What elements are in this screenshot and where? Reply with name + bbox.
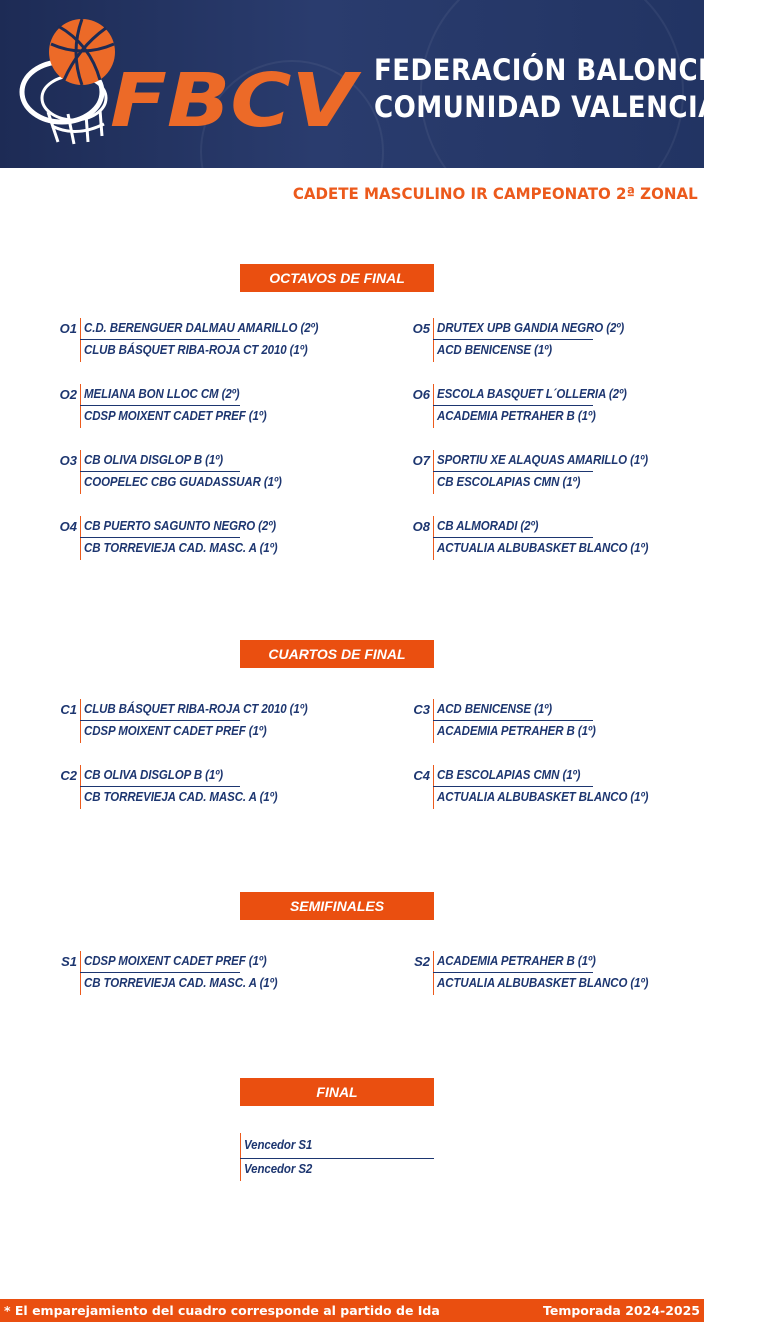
- match-o1: [57, 318, 377, 362]
- match-code: O8: [412, 519, 430, 534]
- team-home: ACADEMIA PETRAHER B (1º): [437, 954, 596, 968]
- match-c2: [57, 765, 377, 809]
- match-code: C1: [60, 702, 77, 717]
- header-banner: [0, 0, 776, 168]
- team-away: COOPELEC CBG GUADASSUAR (1º): [84, 475, 282, 489]
- team-home: SPORTIU XE ALAQUAS AMARILLO (1º): [437, 453, 649, 467]
- bracket-divider: [80, 972, 240, 973]
- team-home: CB OLIVA DISGLOP B (1º): [84, 453, 224, 467]
- bracket-divider: [240, 1158, 434, 1159]
- match-code: S1: [61, 954, 77, 969]
- team-home: CB ESCOLAPIAS CMN (1º): [437, 768, 581, 782]
- team-home: MELIANA BON LLOC CM (2º): [84, 387, 240, 401]
- match-o4: [57, 516, 377, 560]
- team-home: CDSP MOIXENT CADET PREF (1º): [84, 954, 267, 968]
- team-home: DRUTEX UPB GANDIA NEGRO (2º): [437, 321, 625, 335]
- team-away: ACTUALIA ALBUBASKET BLANCO (1º): [437, 790, 649, 804]
- bracket-line: [433, 516, 434, 560]
- team-home: CB ALMORADI (2º): [437, 519, 539, 533]
- bracket-line: [433, 765, 434, 809]
- team-home: CLUB BÁSQUET RIBA-ROJA CT 2010 (1º): [84, 702, 308, 716]
- match-s1: [57, 951, 377, 995]
- bracket-line: [240, 1133, 241, 1181]
- bracket-line: [433, 318, 434, 362]
- match-o7: [410, 450, 730, 494]
- bracket-divider: [433, 786, 593, 787]
- team-home: CB PUERTO SAGUNTO NEGRO (2º): [84, 519, 277, 533]
- team-home: ACD BENICENSE (1º): [437, 702, 553, 716]
- round-title-semis: SEMIFINALES: [240, 892, 434, 920]
- footer-bar: [0, 1299, 704, 1322]
- match-code: O2: [59, 387, 77, 402]
- bracket-divider: [80, 405, 240, 406]
- bracket-line: [80, 699, 81, 743]
- federation-line-1: FEDERACIÓN BALONCESTO: [374, 53, 776, 87]
- team-away: CLUB BÁSQUET RIBA-ROJA CT 2010 (1º): [84, 343, 308, 357]
- bracket-line: [80, 516, 81, 560]
- logo-text: FBCV: [110, 58, 363, 144]
- fbcv-logo-icon: [18, 14, 363, 154]
- team-home: ESCOLA BASQUET L´OLLERIA (2º): [437, 387, 627, 401]
- team-away: ACADEMIA PETRAHER B (1º): [437, 409, 596, 423]
- bracket-line: [80, 450, 81, 494]
- team-away: CB ESCOLAPIAS CMN (1º): [437, 475, 581, 489]
- match-code: C2: [60, 768, 77, 783]
- team-away: CDSP MOIXENT CADET PREF (1º): [84, 724, 267, 738]
- bracket-line: [433, 699, 434, 743]
- bracket-divider: [80, 720, 240, 721]
- team-away: CDSP MOIXENT CADET PREF (1º): [84, 409, 267, 423]
- bracket-line: [80, 765, 81, 809]
- match-o3: [57, 450, 377, 494]
- season-label: Temporada 2024-2025: [542, 1303, 700, 1318]
- round-title-octavos: OCTAVOS DE FINAL: [240, 264, 434, 292]
- bracket-line: [80, 318, 81, 362]
- match-code: C3: [413, 702, 430, 717]
- bracket-divider: [80, 786, 240, 787]
- competition-title: CADETE MASCULINO IR CAMPEONATO 2ª ZONAL: [293, 184, 698, 203]
- team-home: CB OLIVA DISGLOP B (1º): [84, 768, 224, 782]
- bracket-line: [433, 951, 434, 995]
- bracket-divider: [433, 339, 593, 340]
- team-away: Vencedor S2: [244, 1162, 313, 1176]
- bracket-divider: [433, 405, 593, 406]
- team-away: CB TORREVIEJA CAD. MASC. A (1º): [84, 976, 278, 990]
- match-s2: [410, 951, 730, 995]
- team-away: CB TORREVIEJA CAD. MASC. A (1º): [84, 790, 278, 804]
- bracket-line: [80, 384, 81, 428]
- team-home: Vencedor S1: [244, 1138, 313, 1152]
- bracket-divider: [80, 537, 240, 538]
- team-away: ACADEMIA PETRAHER B (1º): [437, 724, 596, 738]
- team-away: ACTUALIA ALBUBASKET BLANCO (1º): [437, 541, 649, 555]
- match-o5: [410, 318, 730, 362]
- team-away: ACTUALIA ALBUBASKET BLANCO (1º): [437, 976, 649, 990]
- match-code: O4: [59, 519, 77, 534]
- bracket-divider: [433, 471, 593, 472]
- match-code: O7: [412, 453, 430, 468]
- federation-name: [374, 52, 776, 126]
- bracket-line: [433, 450, 434, 494]
- match-c1: [57, 699, 377, 743]
- bracket-divider: [433, 972, 593, 973]
- round-title-final: FINAL: [240, 1078, 434, 1106]
- team-away: ACD BENICENSE (1º): [437, 343, 553, 357]
- team-home: C.D. BERENGUER DALMAU AMARILLO (2º): [84, 321, 319, 335]
- match-o6: [410, 384, 730, 428]
- match-c4: [410, 765, 730, 809]
- bracket-divider: [80, 471, 240, 472]
- bracket-divider: [433, 720, 593, 721]
- federation-line-2: COMUNIDAD VALENCIANA: [374, 90, 762, 124]
- match-code: S2: [414, 954, 430, 969]
- bracket-divider: [433, 537, 593, 538]
- bracket-line: [433, 384, 434, 428]
- match-code: O3: [59, 453, 77, 468]
- match-o2: [57, 384, 377, 428]
- bracket-line: [80, 951, 81, 995]
- footer-note: * El emparejamiento del cuadro corresponde al partido de Ida: [4, 1303, 440, 1318]
- bracket-divider: [80, 339, 240, 340]
- match-code: O1: [59, 321, 77, 336]
- match-c3: [410, 699, 730, 743]
- match-code: C4: [413, 768, 430, 783]
- match-final: [240, 1133, 440, 1181]
- match-o8: [410, 516, 730, 560]
- team-away: CB TORREVIEJA CAD. MASC. A (1º): [84, 541, 278, 555]
- match-code: O5: [412, 321, 430, 336]
- match-code: O6: [412, 387, 430, 402]
- round-title-cuartos: CUARTOS DE FINAL: [240, 640, 434, 668]
